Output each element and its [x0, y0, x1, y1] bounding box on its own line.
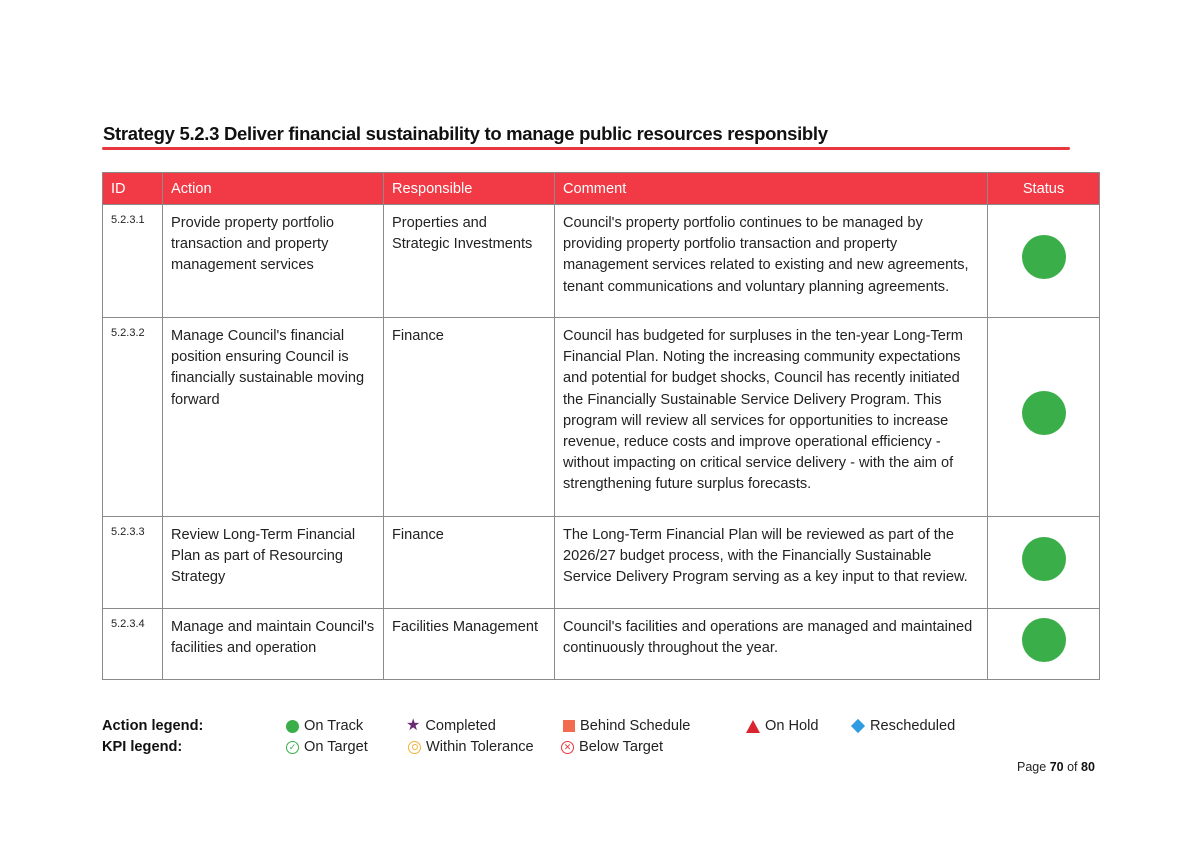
- on-track-status-icon: [1022, 618, 1066, 662]
- table-row: [103, 517, 1100, 609]
- row-responsible: Finance: [384, 318, 555, 517]
- table-header-row: [103, 173, 1100, 205]
- check-circle-icon: ✓: [286, 741, 299, 754]
- row-status: [988, 609, 1100, 680]
- star-icon: ★: [406, 717, 421, 735]
- row-action: Review Long-Term Financial Plan as part of Resourcing Strategy: [163, 517, 384, 609]
- legend-rescheduled-label: Rescheduled: [870, 718, 956, 734]
- row-status: [988, 318, 1100, 517]
- page-total: 80: [1081, 760, 1095, 774]
- page-of: of: [1067, 760, 1078, 774]
- legend-behind-schedule: [563, 718, 690, 734]
- row-responsible: Facilities Management: [384, 609, 555, 680]
- row-responsible: Finance: [384, 517, 555, 609]
- page-prefix: Page: [1017, 760, 1047, 774]
- title-underline: [102, 147, 1070, 150]
- actions-table: [102, 172, 1100, 680]
- row-status: [988, 517, 1100, 609]
- row-id: 5.2.3.1: [103, 205, 163, 318]
- header-action: Action: [163, 173, 384, 205]
- legend-within-tolerance-label: Within Tolerance: [426, 739, 534, 755]
- legend-behind-label: Behind Schedule: [580, 718, 691, 734]
- legend-on-target: [286, 739, 368, 755]
- diamond-icon: [851, 719, 865, 733]
- row-action: Manage and maintain Council's facilities and operation: [163, 609, 384, 680]
- strategy-title: Strategy 5.2.3 Deliver financial sustainability to manage public resources responsibly: [103, 123, 828, 144]
- action-legend-label: Action legend:: [102, 718, 204, 734]
- legend-on-track-label: On Track: [304, 718, 364, 734]
- row-comment: The Long-Term Financial Plan will be reviewed as part of the 2026/27 budget process, with the Financially Sustainable Service Delivery Program serving as a key input to that review.: [555, 517, 988, 609]
- on-track-status-icon: [1022, 235, 1066, 279]
- legend-on-target-label: On Target: [304, 739, 368, 755]
- header-responsible: Responsible: [384, 173, 555, 205]
- row-comment: Council has budgeted for surpluses in the ten-year Long-Term Financial Plan. Noting the increasing community expectations and potential for budget shocks, Council has recently initiated the Financially Sustainable Service Delivery Program. This program will review all services for opportunities to increase revenue, reduce costs and improve operational efficiency - without impacting on critical service delivery - with the aim of strengthening future surplus forecasts.: [555, 318, 988, 517]
- kpi-legend-label: KPI legend:: [102, 739, 183, 755]
- row-comment: Council's property portfolio continues to be managed by providing property portfolio transaction and property management services related to existing and new agreements, tenant communications and voluntary planning agreements.: [555, 205, 988, 318]
- on-track-icon: [286, 720, 299, 733]
- legend-on-hold-label: On Hold: [765, 718, 819, 734]
- header-comment: Comment: [555, 173, 988, 205]
- row-id: 5.2.3.2: [103, 318, 163, 517]
- page-number: [1017, 760, 1095, 774]
- row-action: Manage Council's financial position ensuring Council is financially sustainable moving forward: [163, 318, 384, 517]
- table-row: [103, 609, 1100, 680]
- legend-completed: [406, 718, 496, 734]
- legend-on-track: [286, 718, 363, 734]
- row-action: Provide property portfolio transaction and property management services: [163, 205, 384, 318]
- legend-within-tolerance: [408, 739, 534, 755]
- header-id: ID: [103, 173, 163, 205]
- on-track-status-icon: [1022, 391, 1066, 435]
- on-track-status-icon: [1022, 537, 1066, 581]
- row-comment: Council's facilities and operations are managed and maintained continuously throughout the year.: [555, 609, 988, 680]
- legend-rescheduled: [851, 718, 955, 734]
- target-ring-icon: [408, 741, 421, 754]
- header-status: Status: [988, 173, 1100, 205]
- row-responsible: Properties and Strategic Investments: [384, 205, 555, 318]
- triangle-icon: [746, 720, 760, 733]
- page-current: 70: [1049, 760, 1064, 774]
- x-circle-icon: ✕: [561, 741, 574, 754]
- row-id: 5.2.3.3: [103, 517, 163, 609]
- legend-completed-label: Completed: [425, 718, 496, 734]
- legend-below-target: [561, 739, 663, 755]
- legend-below-target-label: Below Target: [579, 739, 664, 755]
- table-row: [103, 205, 1100, 318]
- table-row: [103, 318, 1100, 517]
- row-status: [988, 205, 1100, 318]
- square-icon: [563, 720, 575, 732]
- row-id: 5.2.3.4: [103, 609, 163, 680]
- legend-on-hold: [746, 718, 819, 734]
